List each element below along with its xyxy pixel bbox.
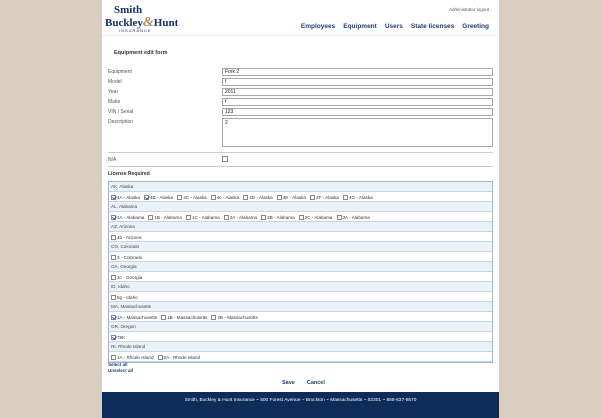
license-option-label: 3A - Alabama — [342, 214, 370, 220]
license-option[interactable] — [111, 295, 138, 300]
license-option[interactable] — [337, 215, 370, 220]
license-option-label: 2A - Alabama — [229, 214, 258, 220]
license-checkbox[interactable] — [158, 355, 163, 360]
license-checkbox[interactable] — [144, 195, 149, 200]
form-title: Equipment edit form — [114, 50, 168, 56]
license-checkbox[interactable] — [111, 355, 116, 360]
license-required-title: License Required — [108, 171, 150, 177]
divider — [108, 152, 493, 153]
vin-row — [108, 108, 493, 117]
license-option[interactable] — [144, 195, 173, 200]
license-checkbox[interactable] — [261, 215, 266, 220]
license-option[interactable] — [224, 215, 257, 220]
license-option-label: 4G - Alaska — [348, 194, 373, 200]
model-row — [108, 78, 493, 87]
license-option-label: 1C - Alabama — [191, 214, 220, 220]
license-option[interactable] — [148, 215, 182, 220]
vin-input[interactable]: 123 — [222, 108, 493, 116]
license-options-row — [109, 292, 492, 302]
license-option-label: 4C - Alaska — [183, 194, 207, 200]
license-option-label: 1B - Massachusetts — [167, 314, 208, 320]
license-options-row — [109, 332, 492, 342]
license-state-row: GA, Georgia — [109, 262, 492, 272]
license-option[interactable] — [158, 355, 201, 360]
license-checkbox[interactable] — [111, 315, 116, 320]
user-links — [449, 7, 489, 12]
equipment-row — [108, 68, 493, 77]
license-checkbox[interactable] — [148, 215, 153, 220]
license-option[interactable] — [186, 215, 220, 220]
license-option-label: 4E - Alaska — [282, 194, 306, 200]
license-state-row: CO, Colorado — [109, 242, 492, 252]
license-option-label: 1B - Alabama — [154, 214, 182, 220]
license-checkbox[interactable] — [111, 195, 116, 200]
license-option[interactable] — [177, 195, 207, 200]
license-checkbox[interactable] — [277, 195, 282, 200]
make-row — [108, 98, 493, 107]
company-logo[interactable] — [105, 4, 183, 34]
footer: Smith, Buckley & Hunt Insurance ~ 500 Forest Avenue ~ Brockton ~ Massachusetts ~ 02301 ~ 888-637-8570 — [102, 392, 499, 418]
license-options-row — [109, 212, 492, 222]
license-option[interactable] — [111, 215, 144, 220]
nav-employees[interactable]: Employees — [300, 23, 336, 30]
main-nav — [301, 23, 489, 30]
license-checkbox[interactable] — [111, 255, 116, 260]
nav-users[interactable]: Users — [384, 23, 403, 30]
license-checkbox[interactable] — [299, 215, 304, 220]
license-state-row: OR, Oregon — [109, 322, 492, 332]
license-option[interactable] — [211, 315, 257, 320]
license-option[interactable] — [111, 335, 125, 340]
license-checkbox[interactable] — [111, 235, 116, 240]
license-checkbox[interactable] — [111, 275, 116, 280]
license-option[interactable] — [111, 355, 154, 360]
save-button[interactable]: Save — [282, 380, 295, 386]
selection-links — [108, 362, 133, 374]
license-option-label: 1A - Alabama — [117, 214, 145, 220]
license-option-label: 2B - Alabama — [267, 214, 295, 220]
logo-line3: INSURANCE — [119, 28, 152, 33]
license-options-row — [109, 252, 492, 262]
license-state-row: MA, Massachusetts — [109, 302, 492, 312]
license-options-row — [109, 312, 492, 322]
license-options-row — [109, 192, 492, 202]
license-option-label: 78K — [117, 334, 126, 340]
license-option[interactable] — [111, 275, 142, 280]
model-input[interactable]: f — [222, 78, 493, 86]
license-checkbox[interactable] — [177, 195, 182, 200]
license-checkbox[interactable] — [343, 195, 348, 200]
license-option[interactable] — [343, 195, 373, 200]
license-option-label: 4D - Alaska — [249, 194, 273, 200]
license-option-label: 5g - Idaho — [117, 294, 138, 300]
na-checkbox[interactable] — [222, 156, 228, 162]
license-option-label: 4F - Alaska — [315, 194, 339, 200]
license-state-row: AK, Alaska — [109, 182, 492, 192]
divider — [108, 166, 493, 167]
user-name: Administrator — [448, 7, 476, 12]
equipment-input[interactable]: Fork 2 — [222, 68, 493, 76]
description-label: Description — [108, 119, 134, 125]
license-option-label: 2C - Alabama — [304, 214, 333, 220]
license-checkbox[interactable] — [111, 295, 116, 300]
license-option[interactable] — [111, 255, 142, 260]
license-option-label: 2B - Massachusetts — [217, 314, 258, 320]
license-checkbox[interactable] — [211, 315, 216, 320]
license-option-label: 4A - Alaska — [117, 194, 140, 200]
form-actions — [282, 380, 325, 386]
description-textarea[interactable]: 2 — [222, 118, 493, 147]
license-state-row: AL, Alabama — [109, 202, 492, 212]
year-label: Year — [108, 89, 119, 95]
license-option[interactable] — [261, 215, 295, 220]
vin-label: VIN / Serial — [108, 109, 134, 115]
license-options-row — [109, 352, 492, 362]
license-option[interactable] — [310, 195, 339, 200]
license-option-label: 3 - Colorado — [117, 254, 143, 260]
select-all-link[interactable]: Select all — [108, 362, 128, 367]
unselect-all-link[interactable]: Unselect all — [108, 368, 134, 373]
nav-greeting[interactable]: Greeting — [462, 23, 489, 30]
logo-line1: Smith — [114, 4, 143, 16]
license-checkbox[interactable] — [111, 215, 116, 220]
make-label: Make — [108, 99, 121, 105]
license-checkbox[interactable] — [186, 215, 191, 220]
license-checkbox[interactable] — [243, 195, 248, 200]
na-label: N/A — [108, 157, 117, 163]
logo-line2: Buckley&Hunt — [105, 15, 179, 30]
header — [102, 0, 499, 36]
license-option[interactable] — [211, 195, 239, 200]
license-option[interactable] — [299, 215, 333, 220]
license-option[interactable] — [111, 315, 157, 320]
license-option[interactable] — [111, 235, 142, 240]
license-option[interactable] — [161, 315, 207, 320]
model-label: Model — [108, 79, 122, 85]
nav-equipment[interactable]: Equipment — [343, 23, 377, 30]
nav-state-licenses[interactable]: State licenses — [410, 23, 455, 30]
make-input[interactable]: f — [222, 98, 493, 106]
license-option-label: 3c - Georgia — [117, 274, 143, 280]
equipment-label: Equipment — [108, 69, 132, 75]
license-table — [108, 181, 493, 363]
license-option-label: 4B - Alaska — [149, 194, 174, 200]
license-options-row — [109, 272, 492, 282]
license-checkbox[interactable] — [111, 335, 116, 340]
license-option[interactable] — [277, 195, 306, 200]
license-option[interactable] — [111, 195, 140, 200]
license-option-label: 2A - Rhode Island — [163, 354, 201, 360]
license-checkbox[interactable] — [224, 215, 229, 220]
page — [102, 0, 499, 418]
license-option-label: 1A - Massachusetts — [117, 314, 158, 320]
license-state-row: RI, Rhode Island — [109, 342, 492, 352]
cancel-button[interactable]: Cancel — [306, 380, 325, 386]
license-checkbox[interactable] — [337, 215, 342, 220]
logout-link[interactable]: logout — [476, 7, 489, 12]
license-checkbox[interactable] — [310, 195, 315, 200]
license-state-row: ID, Idaho — [109, 282, 492, 292]
license-state-row: AZ, Arizona — [109, 222, 492, 232]
license-option[interactable] — [243, 195, 273, 200]
license-options-row — [109, 232, 492, 242]
license-option-label: 1A - Rhode Island — [117, 354, 154, 360]
license-option-label: 4b - Arizona — [117, 234, 142, 240]
license-checkbox[interactable] — [211, 195, 216, 200]
license-checkbox[interactable] — [161, 315, 166, 320]
year-row — [108, 88, 493, 97]
license-option-label: 4c - Alaska — [216, 194, 240, 200]
year-input[interactable]: 2011 — [222, 88, 493, 96]
